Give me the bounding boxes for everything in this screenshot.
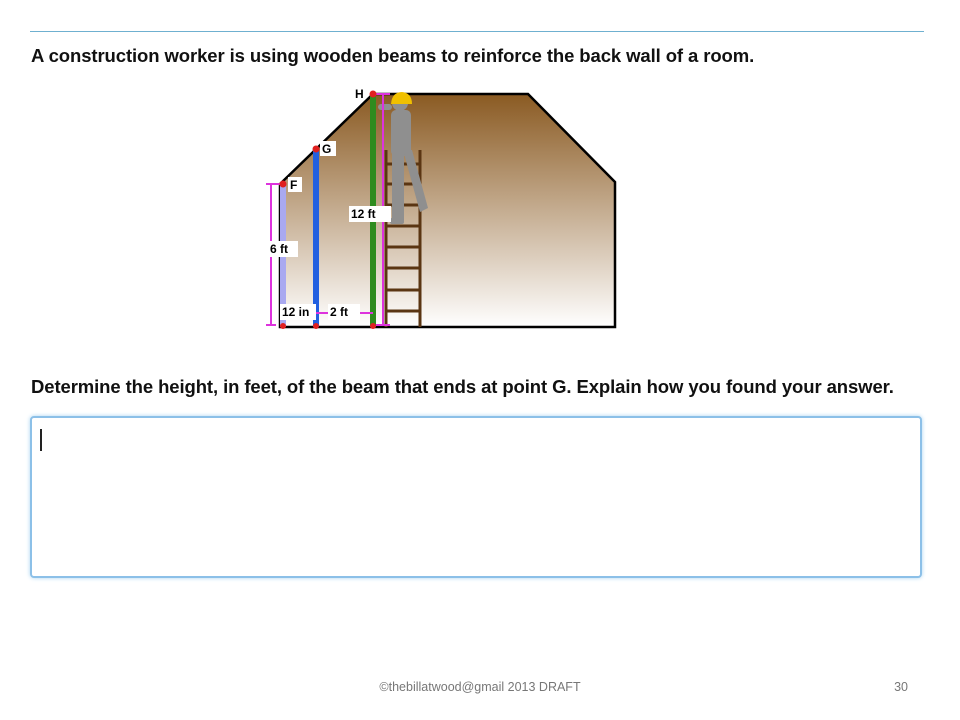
base-marker-h bbox=[370, 323, 376, 329]
footer-credit: ©thebillatwood@gmail 2013 DRAFT bbox=[379, 680, 581, 694]
page-number: 30 bbox=[894, 680, 908, 694]
beam-f-height-label: 6 ft bbox=[270, 242, 288, 256]
point-h-label: H bbox=[355, 87, 364, 101]
text-cursor bbox=[40, 429, 42, 451]
answer-input[interactable] bbox=[30, 416, 922, 578]
gap-f-g-label: 12 in bbox=[282, 305, 310, 319]
point-f-marker bbox=[280, 181, 287, 188]
base-marker-g bbox=[313, 323, 319, 329]
top-divider bbox=[30, 31, 924, 32]
gap-g-h-label: 2 ft bbox=[330, 305, 348, 319]
point-g-label: G bbox=[322, 142, 332, 156]
problem-prompt: A construction worker is using wooden beams to reinforce the back wall of a room. bbox=[31, 45, 755, 66]
point-g-marker bbox=[313, 146, 320, 153]
room-wall-diagram bbox=[262, 82, 622, 334]
wall-shape bbox=[280, 94, 615, 327]
point-h-marker bbox=[370, 91, 377, 98]
question-text: Determine the height, in feet, of the beam that ends at point G. Explain how you found your answer. bbox=[31, 376, 894, 397]
base-marker-f bbox=[280, 323, 286, 329]
point-f-label: F bbox=[290, 178, 298, 192]
beam-h-height-label: 12 ft bbox=[351, 207, 376, 221]
